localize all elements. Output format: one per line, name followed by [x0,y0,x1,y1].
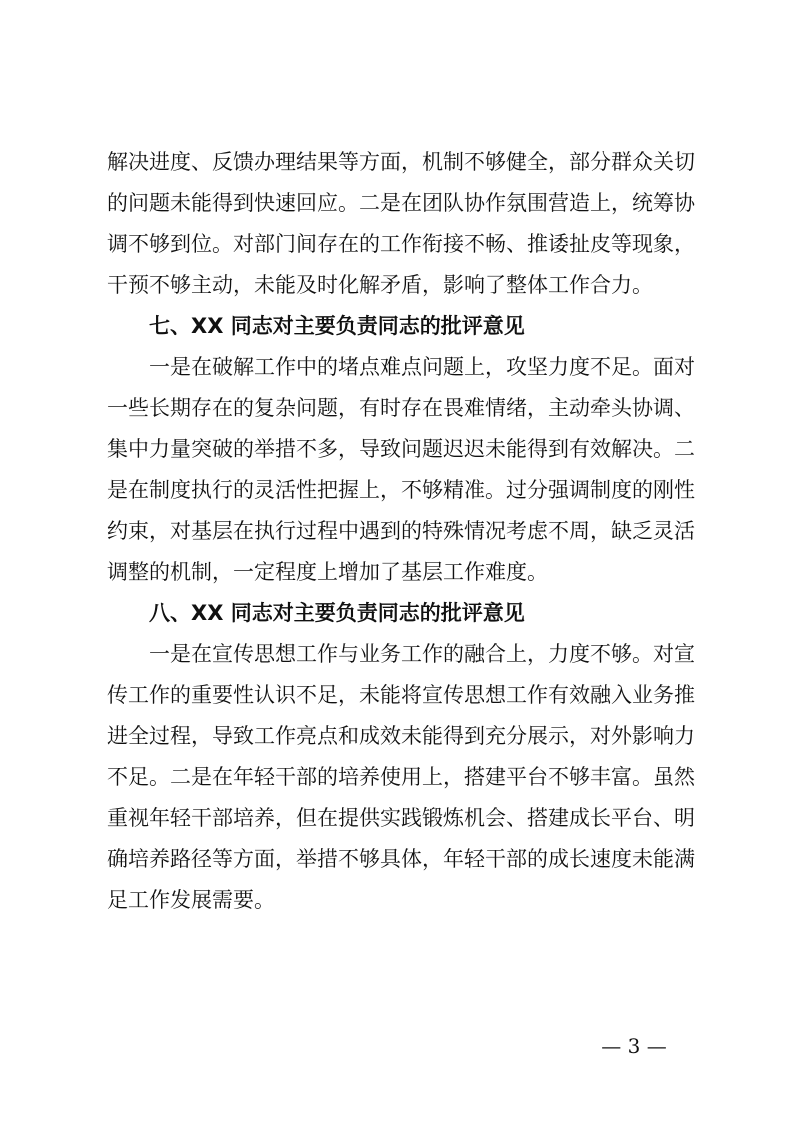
text-line: 调整的机制，一定程度上增加了基层工作难度。 [107,560,548,584]
text-line: 一些长期存在的复杂问题，有时存在畏难情绪，主动牵头协调、 [107,396,695,420]
text-line: 进全过程，导致工作亮点和成效未能得到充分展示，对外影响力 [107,724,695,748]
text-line: 足工作发展需要。 [107,888,275,912]
text-line: 的问题未能得到快速回应。二是在团队协作氛围营造上，统筹协 [107,191,695,215]
text-line: 是在制度执行的灵活性把握上，不够精准。过分强调制度的刚性 [107,478,695,502]
section-heading-7: 七、XX 同志对主要负责同志的批评意见 [149,314,525,338]
text-line: 不足。二是在年轻干部的培养使用上，搭建平台不够丰富。虽然 [107,765,695,789]
text-line: 确培养路径等方面，举措不够具体，年轻干部的成长速度未能满 [107,847,695,871]
text-line: 传工作的重要性认识不足，未能将宣传思想工作有效融入业务推 [107,683,695,707]
page-number: — 3 — [601,1034,667,1058]
text-line: 重视年轻干部培养，但在提供实践锻炼机会、搭建成长平台、明 [107,806,695,830]
text-line: 约束，对基层在执行过程中遇到的特殊情况考虑不周，缺乏灵活 [107,519,695,543]
text-line: 解决进度、反馈办理结果等方面，机制不够健全，部分群众关切 [107,150,695,174]
text-line: 一是在宣传思想工作与业务工作的融合上，力度不够。对宣 [149,642,695,666]
section-heading-8: 八、XX 同志对主要负责同志的批评意见 [149,601,525,625]
text-line: 调不够到位。对部门间存在的工作衔接不畅、推诿扯皮等现象， [107,232,695,256]
text-line: 集中力量突破的举措不多，导致问题迟迟未能得到有效解决。二 [107,437,695,461]
text-line: 干预不够主动，未能及时化解矛盾，影响了整体工作合力。 [107,273,653,297]
text-line: 一是在破解工作中的堵点难点问题上，攻坚力度不足。面对 [149,355,695,379]
